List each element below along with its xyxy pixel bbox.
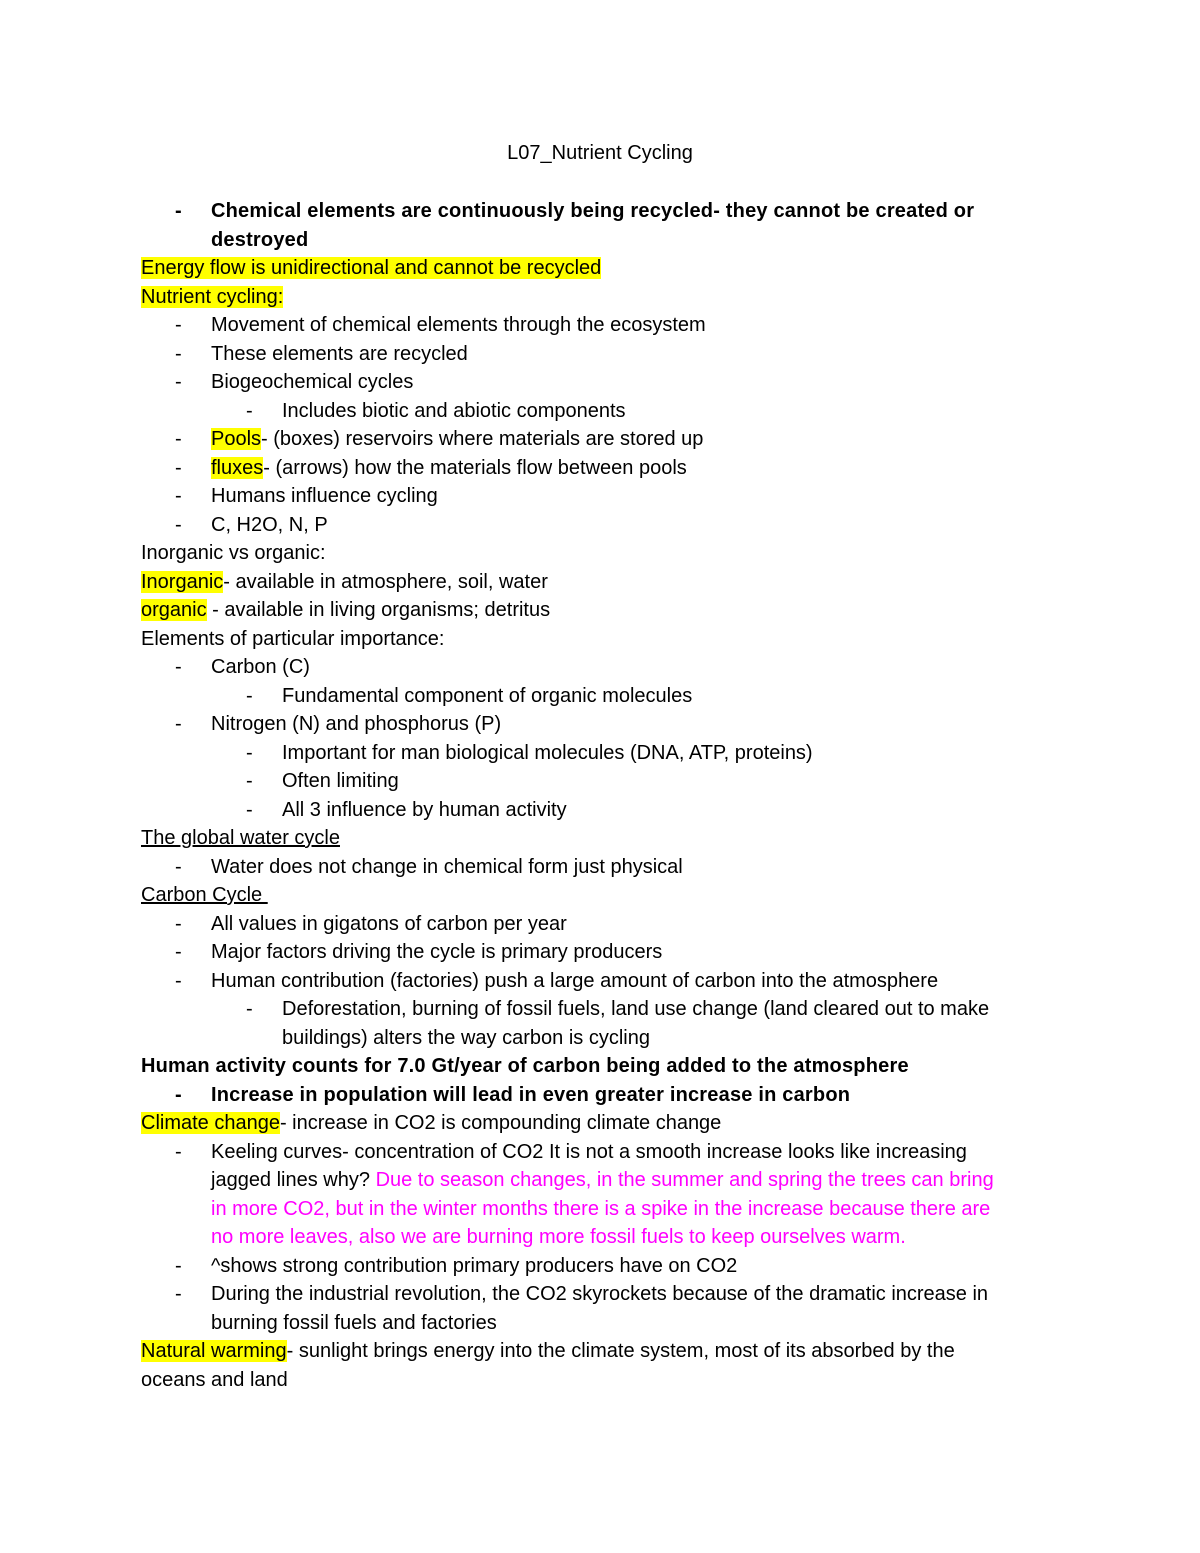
- bullet-text: All values in gigatons of carbon per year: [211, 912, 567, 935]
- bullet-item: [141, 938, 1071, 967]
- bullet-text: Carbon (C): [211, 656, 310, 678]
- section-heading: [141, 283, 1071, 312]
- bullet-text: C, H2O, N, P: [211, 513, 328, 536]
- plain-text: Elements of particular importance:: [141, 627, 445, 650]
- bullet-item: [141, 482, 1071, 511]
- bullet-dash: -: [246, 741, 253, 764]
- bullet-text: During the industrial revolution, the CO2 skyrockets because of the dramatic increase in: [211, 1283, 989, 1305]
- bullet-text: buildings) alters the way carbon is cycling: [282, 1026, 650, 1049]
- bullet-text: Major factors driving the cycle is primary producers: [211, 941, 663, 963]
- bullet-dash: -: [175, 1140, 182, 1163]
- bullet-item: [141, 910, 1071, 939]
- plain-text: - available in atmosphere, soil, water: [223, 570, 548, 593]
- bullet-text: Keeling curves- concentration of CO2 It is not a smooth increase looks like increasing: [211, 1140, 967, 1163]
- text-line: [141, 1109, 1071, 1138]
- highlighted-text: Nutrient cycling:: [141, 285, 284, 308]
- document-title: L07_Nutrient Cycling: [507, 142, 693, 164]
- bullet-item: [141, 967, 1071, 996]
- bullet-dash: -: [175, 855, 182, 878]
- section-heading: [141, 881, 1071, 910]
- bullet-text: Water does not change in chemical form just physical: [211, 855, 683, 878]
- bullet-dash: -: [175, 456, 182, 479]
- bullet-item: [141, 1280, 1071, 1309]
- bullet-text: Often limiting: [282, 770, 399, 792]
- plain-text: - available in living organisms; detritus: [206, 599, 551, 621]
- text-line: [141, 254, 1071, 283]
- bullet-text: Deforestation, burning of fossil fuels, land use change (land cleared out to make: [282, 998, 990, 1020]
- plain-text: - increase in CO2 is compounding climate change: [279, 1112, 722, 1134]
- highlighted-term: organic: [141, 599, 207, 621]
- bullet-text: - (boxes) reservoirs where materials are stored up: [261, 428, 704, 450]
- bullet-text: All 3 influence by human activity: [282, 798, 567, 821]
- annotation-text: Due to season changes, in the summer and spring the trees can bring: [375, 1169, 994, 1191]
- bullet-item: [141, 853, 1071, 882]
- text-line: [141, 568, 1071, 597]
- bullet-item: [141, 368, 1071, 397]
- sub-bullet-item: [141, 397, 1071, 426]
- highlighted-text: Energy flow is unidirectional and cannot be recycled: [141, 257, 602, 279]
- sub-bullet-continuation: [141, 1024, 1071, 1053]
- bullet-dash: -: [175, 713, 182, 735]
- plain-text: oceans and land: [141, 1368, 288, 1391]
- bullet-text: Biogeochemical cycles: [211, 371, 414, 393]
- bullet-dash: -: [246, 770, 253, 792]
- text-line: [141, 1052, 1071, 1081]
- bullet-dash: -: [175, 428, 182, 450]
- bullet-dash: -: [175, 371, 182, 393]
- bullet-continuation: [141, 1195, 1071, 1224]
- bullet-text: Increase in population will lead in even greater increase in carbon: [211, 1083, 851, 1106]
- bullet-dash: -: [175, 1083, 182, 1106]
- plain-text: Inorganic vs organic:: [141, 542, 326, 564]
- bullet-text: ^shows strong contribution primary producers have on CO2: [211, 1254, 738, 1277]
- bullet-item: [141, 311, 1071, 340]
- sub-bullet-item: [141, 995, 1071, 1024]
- text-line: [141, 625, 1071, 654]
- bullet-dash: -: [246, 399, 253, 422]
- bullet-item: [141, 511, 1071, 540]
- bullet-text: jagged lines why?: [211, 1169, 376, 1191]
- text-line: [141, 539, 1071, 568]
- bullet-item: [141, 653, 1071, 682]
- bullet-dash: -: [175, 1283, 182, 1305]
- bullet-dash: -: [175, 656, 182, 678]
- bullet-dash: -: [175, 1254, 182, 1277]
- bullet-dash: -: [175, 342, 182, 365]
- highlighted-term: Pools: [211, 428, 262, 450]
- bullet-text: Human contribution (factories) push a large amount of carbon into the atmosphere: [211, 969, 939, 992]
- bullet-item: [141, 454, 1071, 483]
- bullet-dash: -: [175, 485, 182, 507]
- bullet-dash: -: [175, 969, 182, 992]
- bullet-dash: -: [246, 998, 253, 1020]
- bullet-item: [141, 1081, 1071, 1110]
- bullet-dash: -: [175, 314, 182, 336]
- sub-bullet-item: [141, 767, 1071, 796]
- text-line: [141, 596, 1071, 625]
- document-body: [141, 197, 1071, 1394]
- annotation-text: no more leaves, also we are burning more fossil fuels to keep ourselves warm.: [211, 1226, 906, 1248]
- bullet-text: Includes biotic and abiotic components: [282, 399, 626, 422]
- text-line: [141, 1337, 1071, 1366]
- bullet-text: Fundamental component of organic molecules: [282, 684, 693, 707]
- bullet-dash: -: [175, 912, 182, 935]
- bullet-dash: -: [175, 941, 182, 963]
- bullet-item: [141, 1252, 1071, 1281]
- highlighted-term: Inorganic: [141, 570, 224, 593]
- bullet-dash: -: [175, 200, 182, 222]
- bold-text: Human activity counts for 7.0 Gt/year of carbon being added to the atmosphere: [141, 1055, 909, 1077]
- bullet-continuation: [141, 1166, 1071, 1195]
- annotation-text: in more CO2, but in the winter months there is a spike in the increase because there are: [211, 1197, 991, 1220]
- bullet-text: Humans influence cycling: [211, 485, 438, 507]
- bullet-dash: -: [246, 684, 253, 707]
- bullet-item: [141, 710, 1071, 739]
- text-line: [141, 1366, 1071, 1395]
- sub-bullet-item: [141, 739, 1071, 768]
- plain-text: - sunlight brings energy into the climate system, most of its absorbed by the: [286, 1340, 955, 1362]
- bullet-continuation: [141, 1309, 1071, 1338]
- bullet-text: Important for man biological molecules (DNA, ATP, proteins): [282, 741, 813, 764]
- highlighted-term: fluxes: [211, 456, 264, 479]
- bullet-text: - (arrows) how the materials flow between pools: [263, 456, 687, 479]
- section-heading: [141, 824, 1071, 853]
- bullet-continuation: [141, 1223, 1071, 1252]
- bullet-item: [141, 340, 1071, 369]
- underlined-heading: The global water cycle: [141, 827, 340, 849]
- bullet-text: burning fossil fuels and factories: [211, 1311, 497, 1334]
- bullet-text: Chemical elements are continuously being recycled- they cannot be created or destroyed: [211, 200, 975, 251]
- bullet-dash: -: [246, 798, 253, 821]
- bullet-item: [141, 425, 1071, 454]
- bullet-item: [141, 1138, 1071, 1167]
- bullet-text: These elements are recycled: [211, 342, 468, 365]
- bullet-dash: -: [175, 513, 182, 536]
- sub-bullet-item: [141, 796, 1071, 825]
- underlined-heading: Carbon Cycle: [141, 884, 268, 906]
- sub-bullet-item: [141, 682, 1071, 711]
- bullet-item: [141, 197, 1071, 254]
- highlighted-term: Natural warming: [141, 1340, 287, 1362]
- bullet-text: Nitrogen (N) and phosphorus (P): [211, 713, 502, 735]
- highlighted-term: Climate change: [141, 1112, 280, 1134]
- bullet-text: Movement of chemical elements through the ecosystem: [211, 314, 706, 336]
